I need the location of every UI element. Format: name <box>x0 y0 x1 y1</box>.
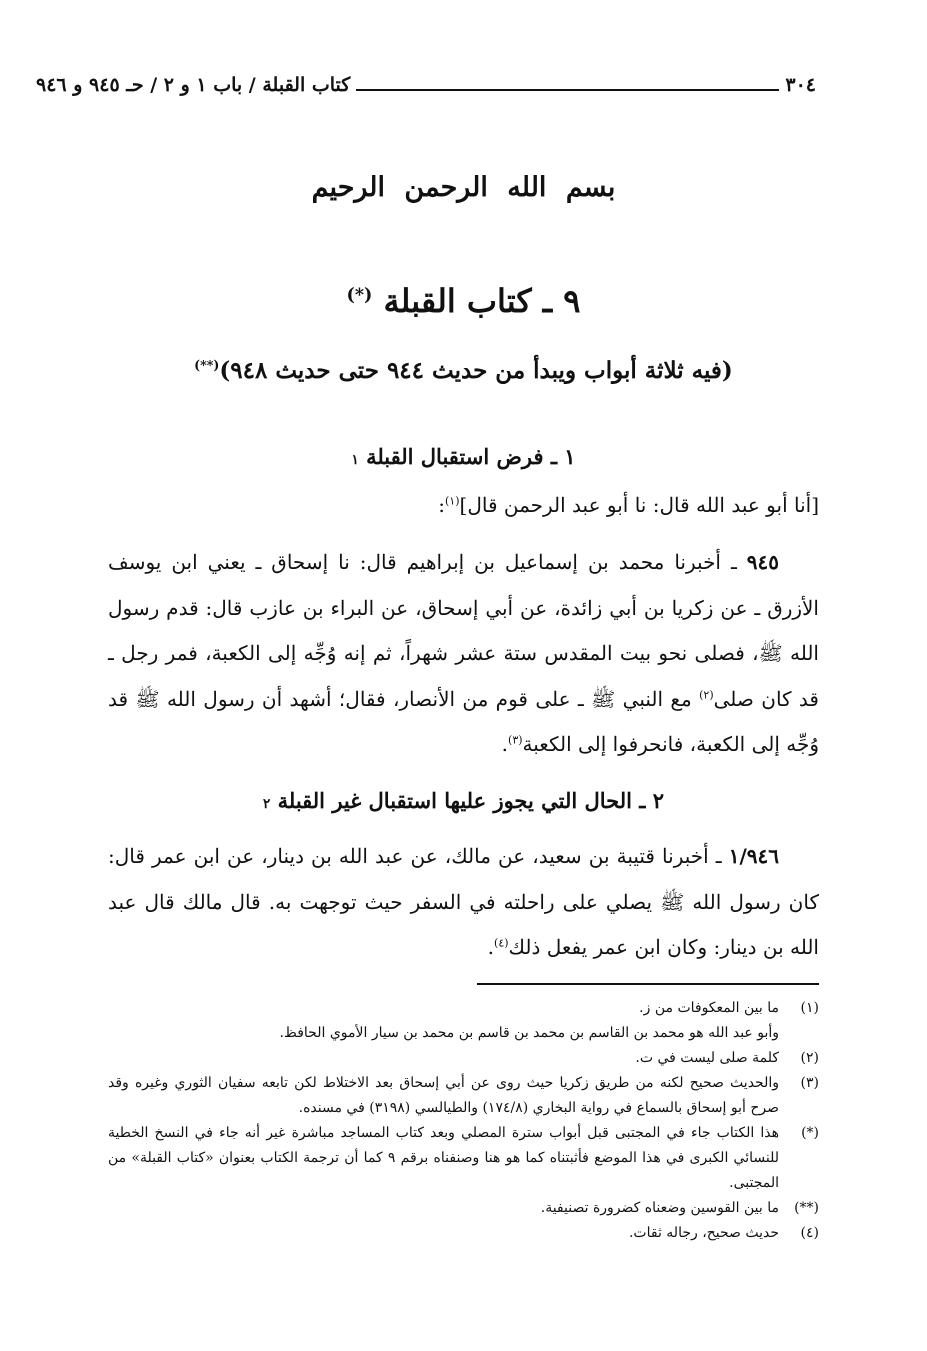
footnote-ref-2: (٢) <box>699 687 714 701</box>
section-2-title <box>0 788 927 813</box>
footnote-text: والحديث صحيح لكنه من طريق زكريا حيث روى عن أبي إسحاق بعد الاختلاط لكن تابعه سفيان الثوري وغيره وقد صرح أبو إسحاق بالسماع في رواية البخاري (١٧٤/٨) والطيالسي (٣١٩٨) في مسنده. <box>108 1075 779 1116</box>
footnote-item <box>108 996 819 1021</box>
header-rule <box>356 89 779 91</box>
section-1-tag: ١ <box>351 452 359 468</box>
footnote-text: كلمة صلى ليست في ت. <box>635 1050 779 1066</box>
footnote-item <box>108 1021 819 1046</box>
footnote-mark: (٤) <box>800 1225 819 1241</box>
book-subtitle <box>0 357 927 384</box>
hadith-946 <box>108 834 819 971</box>
footnote-mark: (١) <box>800 1000 819 1016</box>
running-title: كتاب القبلة / باب ١ و ٢ / حـ ٩٤٥ و ٩٤٦ <box>36 74 351 96</box>
isnad-tail: : <box>438 493 445 517</box>
footnote-ref-4: (٤) <box>494 936 509 950</box>
footnote-mark: (٣) <box>800 1075 819 1091</box>
page-number: ٣٠٤ <box>785 74 816 96</box>
book-subtitle-text: (فيه ثلاثة أبواب ويبدأ من حديث ٩٤٤ حتى حديث ٩٤٨) <box>219 357 733 384</box>
footnote-item <box>108 1221 819 1246</box>
footnote-item <box>108 1196 819 1221</box>
footnote-mark: (٢) <box>800 1050 819 1066</box>
footnote-text: ما بين القوسين وضعناه كضرورة تصنيفية. <box>540 1200 779 1216</box>
section-2-tag: ٢ <box>262 796 271 812</box>
section-1-title-text: ١ ـ فرض استقبال القبلة <box>366 444 576 469</box>
book-title-footnote-mark: (*) <box>346 284 373 306</box>
footnote-text: ما بين المعكوفات من ز. <box>639 1000 779 1016</box>
book-title <box>0 282 927 320</box>
section-1-title <box>0 444 927 469</box>
footnote-mark: (**) <box>794 1200 819 1216</box>
footnote-separator <box>477 983 819 985</box>
section-2-title-text: ٢ ـ الحال التي يجوز عليها استقبال غير القبلة <box>277 788 665 813</box>
hadith-946-number: ١/٩٤٦ <box>728 844 779 868</box>
basmala: بسم الله الرحمن الرحيم <box>311 172 616 203</box>
footnote-text: وأبو عبد الله هو محمد بن القاسم بن محمد بن قاسم بن محمد بن سيار الأموي الحافظ. <box>279 1025 779 1041</box>
footnote-text: هذا الكتاب جاء في المجتبى قبل أبواب سترة المصلي وبعد كتاب المساجد مباشرة غير أنه جاء في النسخ الخطية للنسائي الكبرى في هذا الموضع فأثبتناه كما هو هنا وصنفناه برقم ٩ كما أن ترجمة الكتاب بعنوان «كتاب القبلة» من المجتبى. <box>108 1125 780 1191</box>
footnote-mark: (*) <box>801 1125 819 1141</box>
running-header <box>36 70 816 100</box>
footnote-text: حديث صحيح، رجاله ثقات. <box>628 1225 779 1241</box>
hadith-945 <box>108 540 819 768</box>
hadith-946-text: ـ أخبرنا قتيبة بن سعيد، عن مالك، عن عبد الله بن دينار، عن ابن عمر قال: كان رسول الله ﷺ يصلي على راحلته في السفر حيث توجهت به. قال مالك قال عبد الله بن دينار: وكان ابن عمر يفعل ذلك <box>108 844 819 959</box>
hadith-945-text-2: مع النبي ﷺ ـ على قوم من الأنصار، فقال؛ أشهد أن رسول الله ﷺ قد وُجِّه إلى الكعبة، فانحرفوا إلى الكعبة <box>108 686 819 756</box>
hadith-945-number: ٩٤٥ <box>746 550 779 574</box>
isnad-footnote-mark: (١) <box>445 494 460 508</box>
hadith-945-text-1: ـ أخبرنا محمد بن إسماعيل بن إبراهيم قال: نا إسحاق ـ يعني ابن يوسف الأزرق ـ عن زكريا بن أبي زائدة، عن أبي إسحاق، عن البراء بن عازب قال: قدم رسول الله ﷺ، فصلى نحو بيت المقدس ستة عشر شهراً، ثم إنه وُجِّه إلى الكعبة، فمر رجل ـ قد كان صلى <box>108 550 819 711</box>
book-subtitle-footnote-mark: (**) <box>194 357 220 373</box>
isnad-text: [أنا أبو عبد الله قال: نا أبو عبد الرحمن قال] <box>459 493 819 517</box>
footnote-ref-3: (٣) <box>508 733 523 747</box>
footnote-item <box>108 1121 819 1196</box>
footnote-mark <box>779 1021 819 1046</box>
footnotes <box>108 996 819 1246</box>
footnote-item <box>108 1071 819 1121</box>
footnote-item <box>108 1046 819 1071</box>
hadith-945-end: . <box>501 732 509 756</box>
isnad-line <box>438 493 819 517</box>
book-title-text: ٩ ـ كتاب القبلة <box>383 282 581 320</box>
hadith-946-end: . <box>487 935 495 959</box>
